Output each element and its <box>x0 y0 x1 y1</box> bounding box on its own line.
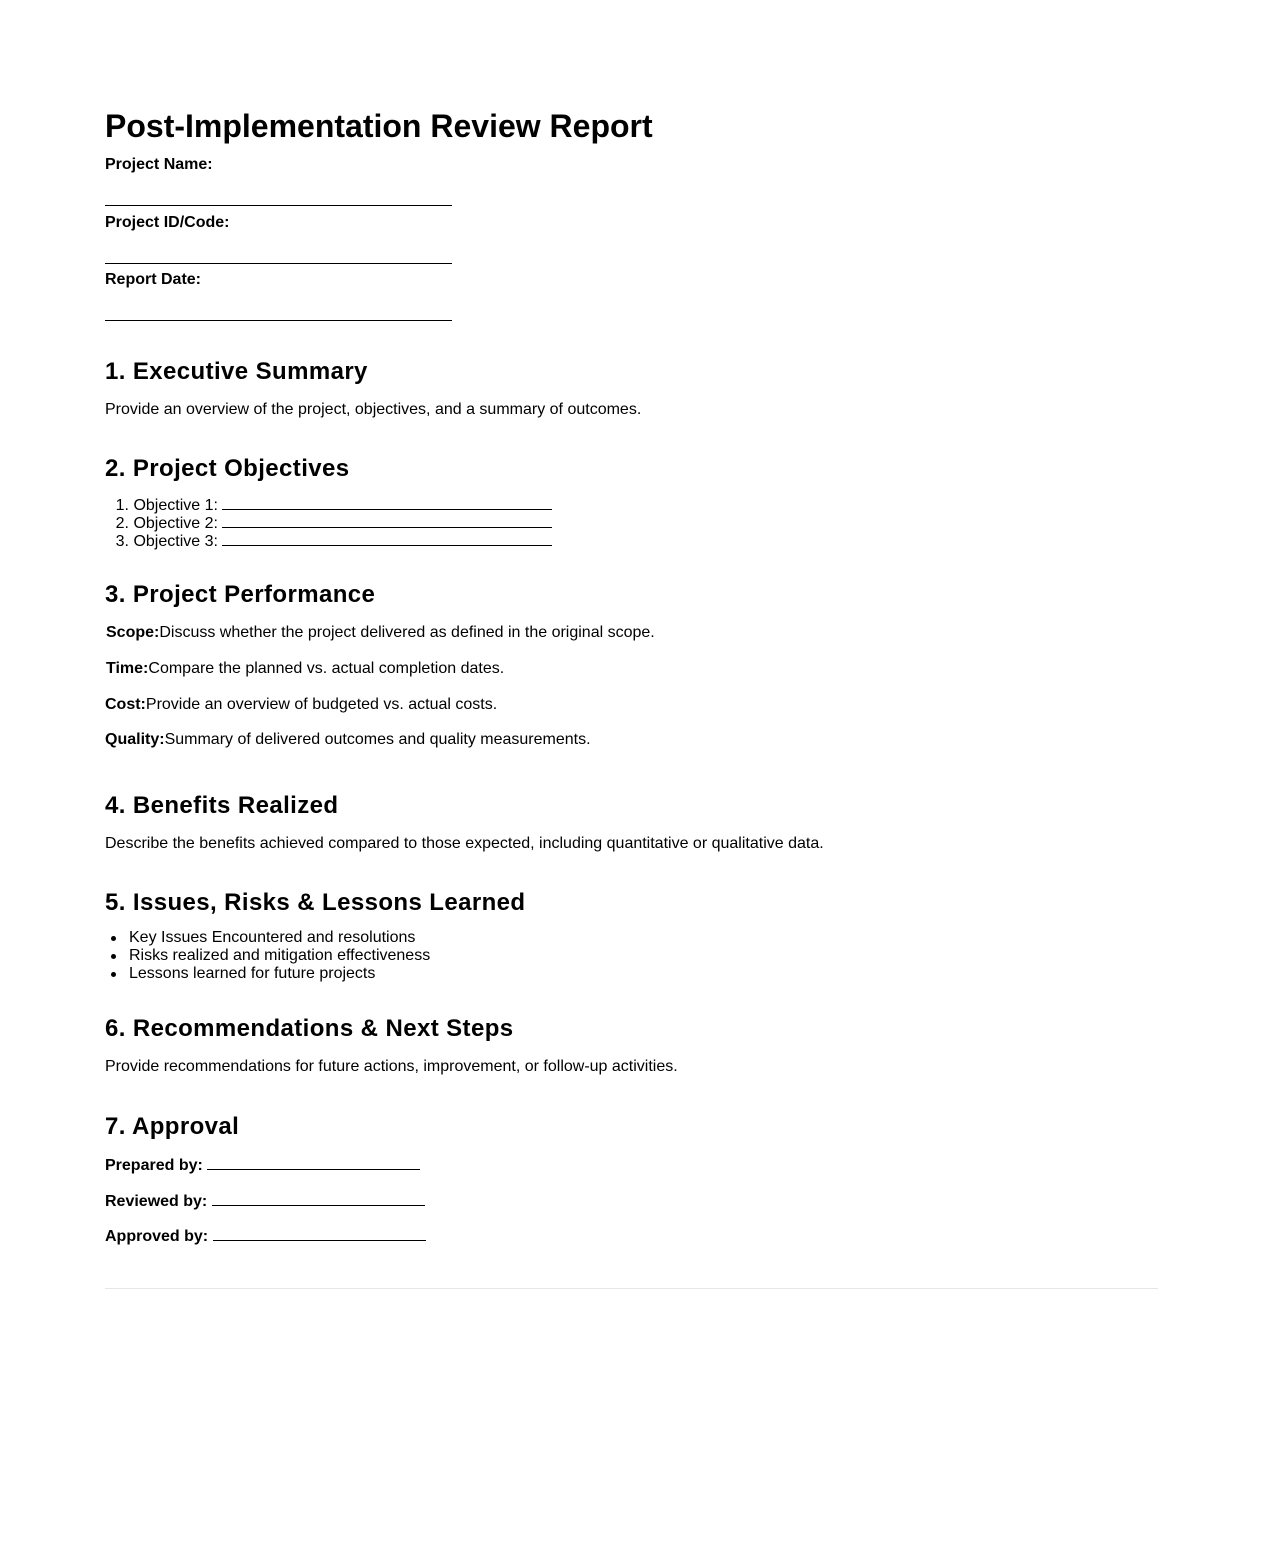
objective-number: 2. <box>115 515 129 532</box>
objective-label: Objective 1: <box>133 497 218 514</box>
issues-list-item <box>129 965 375 983</box>
performance-time <box>106 659 504 679</box>
issues-item-text: Key Issues Encountered and resolutions <box>129 929 416 946</box>
performance-heading: 3. Project Performance <box>105 581 376 608</box>
issues-item-text: Risks realized and mitigation effectiveness <box>129 947 431 964</box>
objective-item <box>105 513 552 533</box>
objective-label: Objective 3: <box>133 533 218 550</box>
recommendations-heading: 6. Recommendations & Next Steps <box>105 1015 514 1042</box>
prepared-by-blank <box>207 1155 420 1170</box>
issues-item-text: Lessons learned for future projects <box>129 965 376 982</box>
approved-by-label: Approved by: <box>105 1228 209 1245</box>
performance-quality <box>105 730 591 750</box>
performance-label: Time: <box>106 660 149 677</box>
recommendations-text: Provide recommendations for future actions, improvement, or follow-up activities. <box>105 1058 678 1075</box>
project-name-label: Project Name: <box>105 156 213 173</box>
page-title: Post-Implementation Review Report <box>105 108 653 144</box>
objective-number: 3. <box>115 533 129 550</box>
benefits-text: Describe the benefits achieved compared to those expected, including quantitative or qualitative data. <box>105 835 824 852</box>
reviewed-by-row <box>105 1191 425 1212</box>
executive-summary-heading: 1. Executive Summary <box>105 358 368 385</box>
performance-text: Compare the planned vs. actual completion dates. <box>148 660 505 677</box>
report-date-blank <box>105 320 452 321</box>
project-id-blank <box>105 263 452 264</box>
prepared-by-row <box>105 1155 420 1176</box>
objective-item <box>105 495 552 515</box>
issues-list-item <box>129 947 430 965</box>
objective-blank <box>222 495 552 510</box>
performance-label: Scope: <box>106 624 160 641</box>
approved-by-blank <box>213 1226 426 1241</box>
report-date-label: Report Date: <box>105 271 202 288</box>
bullet-icon <box>111 954 116 959</box>
performance-text: Provide an overview of budgeted vs. actual costs. <box>145 696 498 713</box>
issues-heading: 5. Issues, Risks & Lessons Learned <box>105 889 526 916</box>
executive-summary-text: Provide an overview of the project, objectives, and a summary of outcomes. <box>105 401 642 418</box>
objectives-heading: 2. Project Objectives <box>105 455 350 482</box>
bullet-icon <box>111 972 116 977</box>
reviewed-by-label: Reviewed by: <box>105 1193 208 1210</box>
prepared-by-label: Prepared by: <box>105 1157 203 1174</box>
project-name-blank <box>105 205 452 206</box>
benefits-heading: 4. Benefits Realized <box>105 792 339 819</box>
approved-by-row <box>105 1226 426 1247</box>
issues-list-item <box>129 929 415 947</box>
performance-text: Summary of delivered outcomes and quality measurements. <box>164 731 591 748</box>
performance-scope <box>106 623 655 643</box>
performance-label: Cost: <box>105 696 146 713</box>
project-id-label: Project ID/Code: <box>105 214 230 231</box>
performance-label: Quality: <box>105 731 165 748</box>
objective-blank <box>222 531 552 546</box>
reviewed-by-blank <box>212 1191 425 1206</box>
objective-blank <box>222 513 552 528</box>
bullet-icon <box>111 936 116 941</box>
approval-heading: 7. Approval <box>105 1113 240 1140</box>
footer-divider <box>105 1288 1158 1289</box>
objective-number: 1. <box>115 497 129 514</box>
objective-item <box>105 531 552 551</box>
objective-label: Objective 2: <box>133 515 218 532</box>
performance-text: Discuss whether the project delivered as defined in the original scope. <box>159 624 655 641</box>
performance-cost <box>105 695 497 715</box>
